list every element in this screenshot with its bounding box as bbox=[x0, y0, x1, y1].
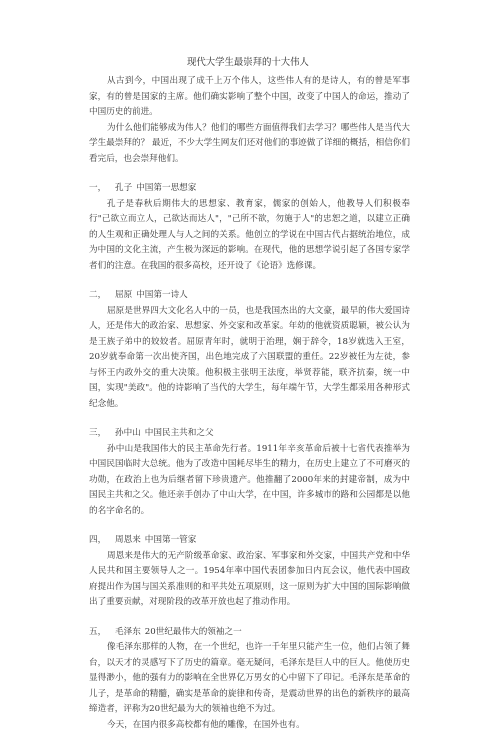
section-number: 一， bbox=[89, 181, 101, 197]
intro-paragraph-2: 为什么他们能够成为伟人？他们的哪些方面值得我们去学习？哪些伟人是当代大学生最崇拜的？ 最近，不少大学生网友们还对他们的事迹做了详细的概括，相信你们看完后，也会崇拜他们。 bbox=[89, 121, 410, 168]
section-body-2: 屈原是世界四大文化名人中的一员，也是我国杰出的大文豪，最早的伟大爱国诗人，还是伟大的政治家、思想家、外交家和改革家。年幼的他就资质聪颖，被公认为是王族子弟中的姣姣者。屈原青年时，就明于治理，娴于辞令，18岁就选入王室，20岁就奉命第一次出使齐国，出色地完成了六国联盟的重任。22岁被任为左徒，参与怀王内政外交的重大决策。他积极主张明王法度，举贤荐能，联齐抗秦，统一中国，实现"美政"。他的诗影响了当代的大学生，每年端午节，大学生都采用各种形式纪念他。 bbox=[89, 304, 410, 413]
section-body-5-extra: 今天，在国内很多高校都有他的雕像，在国外也有。 bbox=[89, 718, 410, 733]
intro-paragraph-1: 从古到今，中国出现了成千上万个伟人，这些伟人有的是诗人，有的曾是军事家，有的曾是国家的主席。他们确实影响了整个中国，改变了中国人的命运，推动了中国历史的前进。 bbox=[89, 74, 410, 121]
section-subtitle: 中国民主共和之父 bbox=[145, 428, 214, 438]
section-heading-2 bbox=[89, 288, 410, 304]
section-subtitle: 20世纪最伟大的领袖之一 bbox=[145, 627, 242, 637]
section-person: 周恩来 bbox=[115, 535, 141, 545]
section-number: 四， bbox=[89, 533, 101, 549]
section-subtitle: 中国第一思想家 bbox=[136, 183, 196, 193]
section-person: 孙中山 bbox=[115, 428, 141, 438]
section-heading-4 bbox=[89, 533, 410, 549]
section-person: 屈原 bbox=[115, 290, 132, 300]
section-number: 五， bbox=[89, 625, 101, 641]
section-body-5: 像毛泽东那样的人物，在一个世纪，也许一千年里只能产生一位，他们占领了舞台，以天才的灵感写下了历史的篇章。毫无疑问，毛泽东是巨人中的巨人。他使历史显得渺小，他的强有力的影响在全世界亿万男女的心中留下了印记。毛泽东是革命的儿子，是革命的精髓，确实是革命的旋律和传奇，是震动世界的出色的新秩序的最高缔造者，评称为20世纪最为大的领袖也绝不为过。 bbox=[89, 640, 410, 718]
section-heading-5 bbox=[89, 625, 410, 641]
section-heading-3 bbox=[89, 426, 410, 442]
section-subtitle: 中国第一管家 bbox=[145, 535, 197, 545]
document-body bbox=[89, 74, 410, 733]
section-number: 二， bbox=[89, 288, 101, 304]
section-heading-1 bbox=[89, 181, 410, 197]
section-person: 毛泽东 bbox=[115, 627, 141, 637]
section-body-3: 孙中山是我国伟大的民主革命先行者。1911年辛亥革命后被十七省代表推举为中国民国临时大总统。他为了改造中国耗尽毕生的精力，在历史上建立了不可磨灭的功勋，在政治上也为后继者留下珍贵遗产。他推翻了2000年来的封建帝制，成为中国民主共和之父。他还亲手创办了中山大学，在中国，许多城市的路和公园都是以他的名字命名的。 bbox=[89, 442, 410, 520]
section-body-4: 周恩来是伟大的无产阶级革命家、政治家、军事家和外交家，中国共产党和中华人民共和国主要领导人之一。1954年率中国代表团参加日内瓦会议，他代表中国政府提出作为国与国关系准则的和平共处五项原则，这一原则为扩大中国的国际影响做出了重要贡献，对现阶段的改革开放也起了推动作用。 bbox=[89, 549, 410, 611]
document-title: 现代大学生最崇拜的十大伟人 bbox=[0, 56, 496, 70]
section-person: 孔子 bbox=[115, 183, 132, 193]
section-number: 三， bbox=[89, 426, 101, 442]
section-subtitle: 中国第一诗人 bbox=[136, 290, 188, 300]
section-body-1: 孔子是春秋后期伟大的思想家、教育家，儒家的创始人，他教导人们积极奉行"己欲立而立人，己欲达而达人"，"己所不欲，勿施于人"的忠恕之道，以建立正确的人生观和正确处理人与人之间的关系。他创立的学说在中国古代占据统治地位，成为中国的文化主流，产生极为深远的影响。在现代，他的思想学说引起了各国专家学者们的注意。在我国的很多高校，还开设了《论语》选修课。 bbox=[89, 197, 410, 275]
